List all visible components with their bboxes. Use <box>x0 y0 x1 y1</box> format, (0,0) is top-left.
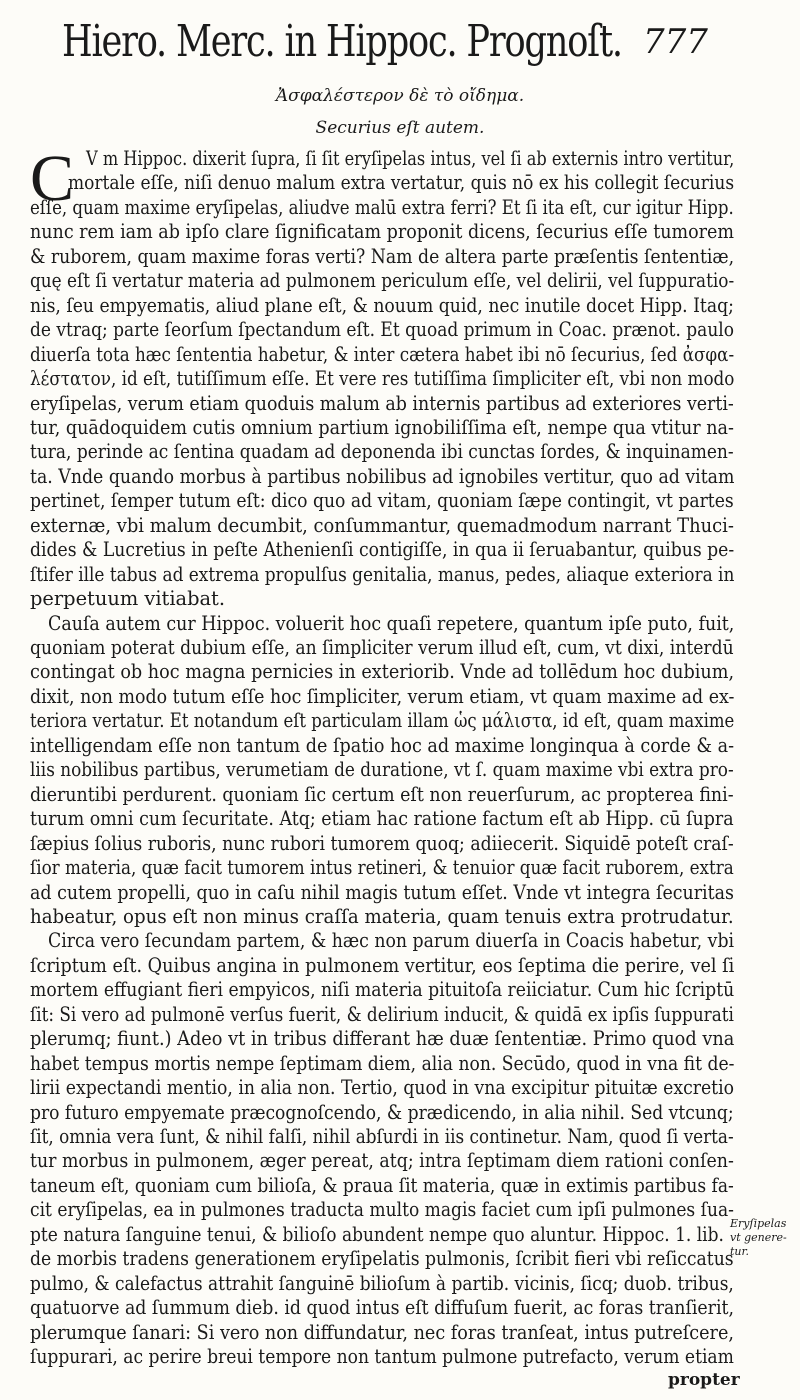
text-line: pulmo, & calefactus attrahit ſanguinē bilioſum à partib. vicinis, ſicq; duob. tribus, <box>30 1271 734 1295</box>
text-line: eſſe, quam maxime eryſipelas, aliudve malū extra ferri? Et ſi ita eſt, cur igitur Hipp. <box>30 195 734 219</box>
text-line: eryſipelas, verum etiam quoduis malum ab internis partibus ad exteriores verti- <box>30 391 734 415</box>
text-line: externæ, vbi malum decumbit, conſummantur, quemadmodum narrant Thuci- <box>30 513 734 537</box>
text-line: pte natura ſanguine tenui, & bilioſo abundent nempe quo aluntur. Hippoc. 1. lib. <box>30 1222 724 1246</box>
text-line: liis nobilibus partibus, verumetiam de duratione, vt ſ. quam maxime vbi extra pro- <box>30 758 734 782</box>
text-line: intelligendam eſſe non tantum de ſpatio hoc ad maxime longinqua à corde & a- <box>30 733 735 757</box>
text-line: ſit: Si vero ad pulmonē verſus fuerit, & delirium inducit, & quidā ex ipſis ſuppurati <box>30 1002 734 1026</box>
text-line: ad cutem propelli, quo in caſu nihil magis tutum eſſet. Vnde vt integra ſecuritas <box>30 880 734 904</box>
running-title: Hiero. Merc. in Hippoc. Prognoſt. <box>62 16 622 67</box>
text-line: Cauſa autem cur Hippoc. voluerit hoc quaſi repetere, quantum ipſe puto, fuit, <box>48 611 735 635</box>
text-line: ſæpius ſolius ruboris, nunc rubori tumorem quoq; adiiecerit. Siquidē poteſt craſ- <box>30 831 734 855</box>
text-line: ſior materia, quæ facit tumorem intus retineri, & tenuior quæ facit ruborem, extra <box>30 856 734 880</box>
text-line: ta. Vnde quando morbus à partibus nobilibus ad ignobiles vertitur, quo ad vitam <box>30 464 735 488</box>
page-number: 777 <box>643 22 708 62</box>
text-line: quatuorve ad ſummum dieb. id quod intus eſt diffuſum fuerit, ac foras tranſierit, <box>30 1296 734 1320</box>
text-line: dieruntibi perdurent. quoniam ſic certum eſt non reuerſurum, ac propterea fini- <box>30 782 734 806</box>
text-line: tur, quādoquidem cutis omnium partium ignobiliſſima eſt, nempe qua vtitur na- <box>30 415 734 439</box>
text-line: V m Hippoc. dixerit ſupra, ſi ſit eryſipelas intus, vel ſi ab externis intro vertitur, <box>86 147 735 170</box>
text-line: λέστατον, id eſt, tutiſſimum eſſe. Et vere res tutiſſima ſimpliciter eſt, vbi non modo <box>30 367 735 391</box>
text-line: de vtraq; parte ſeorſum ſpectandum eſt. Et quoad primum in Coac. prænot. paulo <box>30 318 734 342</box>
text-line: quę eſt ſi vertatur materia ad pulmonem periculum eſſe, vel delirii, vel ſuppuratio- <box>30 269 735 293</box>
margin-note: Eryſipelas vt genere- tur. <box>730 1216 787 1258</box>
text-line: diuerſa tota hæc ſententia habetur, & inter cætera habet ibi nō ſecurius, ſed ἀσφα- <box>30 342 735 366</box>
greek-lemma: Ἀσφαλέστερον δὲ τὸ οἴδημα. <box>275 86 525 106</box>
latin-lemma: Securius eſt autem. <box>315 118 485 138</box>
text-line: nunc rem iam ab ipſo clare ſignificatam proponit dicens, ſecurius eſſe tumorem <box>30 220 734 244</box>
text-line: cit eryſipelas, ea in pulmones traducta multo magis faciet cum ipſi pulmones ſua- <box>30 1198 734 1222</box>
text-line: plerumq; fiunt.) Adeo vt in tribus differant hæ duæ ſententiæ. Primo quod vna <box>30 1027 735 1051</box>
drop-cap-initial: C <box>30 142 75 215</box>
text-line: pertinet, ſemper tutum eſt: dico quo ad vitam, quoniam ſæpe contingit, vt partes <box>30 489 734 513</box>
text-line: plerumque ſanari: Si vero non diffundatur, nec foras tranſeat, intus putreſcere, <box>30 1320 734 1344</box>
text-line: perpetuum vitiabat. <box>30 587 226 611</box>
text-line: contingat ob hoc magna pernicies in exteriorib. Vnde ad tollēdum hoc dubium, <box>30 660 735 684</box>
text-line: dixit, non modo tutum eſſe hoc ſimpliciter, verum etiam, vt quam maxime ad ex- <box>30 684 735 708</box>
text-line: habet tempus mortis nempe ſeptimam diem, alia non. Secūdo, quod in vna fit de- <box>30 1051 735 1075</box>
text-line: turum omni cum ſecuritate. Atq; etiam hac ratione factum eſt ab Hipp. cū ſupra <box>30 807 734 831</box>
text-line: Circa vero ſecundam partem, & hæc non parum diuerſa in Coacis habetur, vbi <box>48 929 735 953</box>
text-line: tur morbus in pulmonem, æger pereat, atq; intra ſeptimam diem rationi conſen- <box>30 1149 734 1173</box>
text-line: & ruborem, quam maxime foras verti? Nam de altera parte præſentis ſententiæ, <box>30 244 735 268</box>
text-line: mortale eſſe, niſi denuo malum extra vertatur, quis nō ex his collegit ſecurius <box>68 171 735 195</box>
text-line: habeatur, opus eſt non minus craſſa materia, quam tenuis extra protrudatur. <box>30 904 734 928</box>
text-line: lirii expectandi mentio, in alia non. Tertio, quod in vna excipitur pituitæ excretio <box>30 1076 735 1100</box>
text-line: dides & Lucretius in peſte Athenienſi contigiſſe, in qua ii ſeruabantur, quibus pe- <box>30 538 735 562</box>
text-line: ſtifer ille tabus ad extrema propulſus genitalia, manus, pedes, aliaque exteriora in <box>30 562 735 586</box>
text-line: quoniam poterat dubium eſſe, an ſimpliciter verum illud eſt, cum, vt dixi, interdū <box>30 636 734 659</box>
text-line: mortem effugiant fieri empyicos, niſi materia pituitoſa reiiciatur. Cum hic ſcriptū <box>30 978 735 1002</box>
text-line: pro futuro empyemate præcognoſcendo, & prædicendo, in alia nihil. Sed vtcunq; <box>30 1100 734 1124</box>
catchword: propter <box>668 1370 740 1390</box>
text-line: tura, perinde ac ſentina quadam ad deponenda ibi cunctas ſordes, & inquinamen- <box>30 440 734 464</box>
text-line: taneum eſt, quoniam cum bilioſa, & praua ſit materia, quæ in extimis partibus fa- <box>30 1173 734 1197</box>
text-line: ſcriptum eſt. Quibus angina in pulmonem vertitur, eos ſeptima die perire, vel ſi <box>30 953 735 977</box>
text-line: ſuppurari, ac perire breui tempore non tantum pulmone putrefacto, verum etiam <box>30 1345 734 1369</box>
text-line: ſit, omnia vera ſunt, & nihil falſi, nihil abſurdi in iis continetur. Nam, quod ſi verta- <box>30 1125 734 1148</box>
text-line: teriora vertatur. Et notandum eſt particulam illam ὡς μάλιστα, id eſt, quam maxime <box>30 709 735 733</box>
text-line: nis, ſeu empyematis, aliud plane eſt, & nouum quid, nec inutile docet Hipp. Itaq; <box>30 293 734 317</box>
text-line: de morbis tradens generationem eryſipelatis pulmonis, ſcribit fieri vbi reſiccatus <box>30 1247 734 1271</box>
